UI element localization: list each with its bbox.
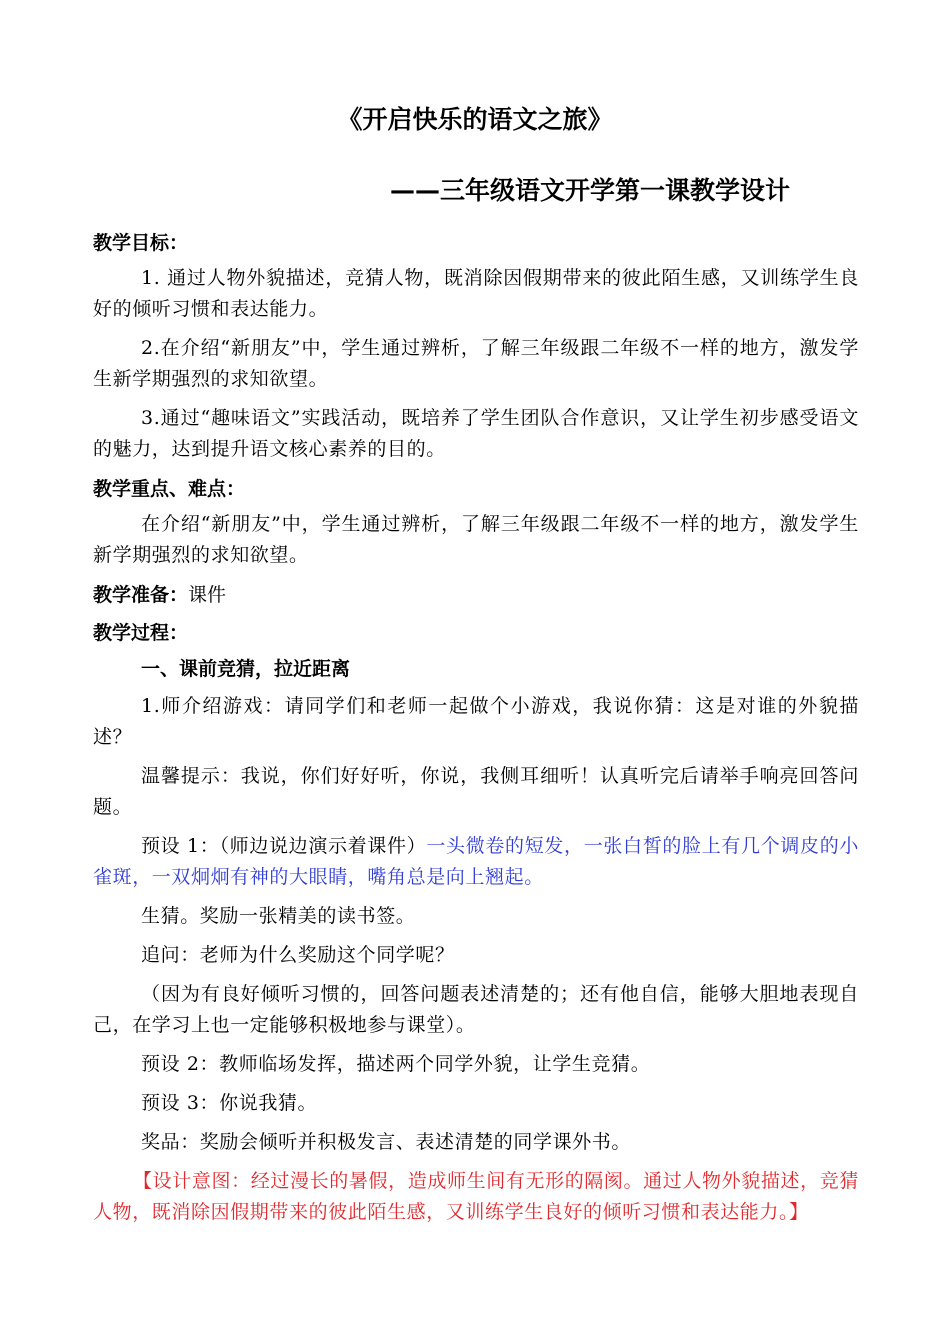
- prep-heading: 教学准备：: [93, 584, 189, 606]
- section1-paragraph: 1.师介绍游戏：请同学们和老师一起做个小游戏，我说你猜：这是对谁的外貌描述？: [93, 695, 859, 748]
- preset1-paragraph: [93, 831, 859, 893]
- section1-heading: 一、课前竞猜，拉近距离: [141, 658, 351, 680]
- keypoints-heading: 教学重点、难点：: [93, 478, 246, 500]
- objective-item: 1. 通过人物外貌描述，竞猜人物，既消除因假期带来的彼此陌生感，又训练学生良好的倾听习惯和表达能力。: [93, 267, 859, 320]
- document-title: 《开启快乐的语文之旅》: [337, 105, 613, 134]
- section1-paragraph: 生猜。奖励一张精美的读书签。: [141, 905, 416, 927]
- section1-paragraph: 奖品：奖励会倾听并积极发言、表述清楚的同学课外书。: [141, 1131, 632, 1153]
- preset1-prefix: 预设 1：（师边说边演示着课件）: [141, 835, 427, 857]
- objective-item: 3.通过“趣味语文”实践活动，既培养了学生团队合作意识，又让学生初步感受语文的魅力，达到提升语文核心素养的目的。: [93, 407, 859, 460]
- objective-item: 2.在介绍“新朋友”中，学生通过辨析，了解三年级跟二年级不一样的地方，激发学生新学期强烈的求知欲望。: [93, 337, 859, 390]
- objectives-heading: 教学目标：: [93, 232, 189, 254]
- prep-value: 课件: [188, 584, 227, 606]
- process-heading: 教学过程：: [93, 622, 189, 644]
- section1-paragraph: 预设 3：你说我猜。: [141, 1092, 318, 1114]
- section1-paragraph: （因为有良好倾听习惯的，回答问题表述清楚的；还有他自信，能够大胆地表现自己，在学习上也一定能够积极地参与课堂）。: [93, 983, 859, 1036]
- prep-line: [93, 579, 859, 611]
- keypoints-text: 在介绍“新朋友”中，学生通过辨析，了解三年级跟二年级不一样的地方，激发学生新学期强烈的求知欲望。: [93, 513, 859, 566]
- section1-paragraph: 追问：老师为什么奖励这个同学呢？: [141, 944, 455, 966]
- preset1-description: 一头微卷的短发，一张白皙的脸上有几个调皮的小雀斑，一双炯炯有神的大眼睛，嘴角总是向上翘起。: [93, 835, 859, 888]
- document-body: [93, 221, 859, 1236]
- design-intent-note: 【设计意图：经过漫长的暑假，造成师生间有无形的隔阂。通过人物外貌描述，竞猜人物，既消除因假期带来的彼此陌生感，又训练学生良好的倾听习惯和表达能力。】: [93, 1170, 859, 1223]
- document-subtitle: ——三年级语文开学第一课教学设计: [390, 176, 791, 205]
- section1-paragraph: 预设 2：教师临场发挥，描述两个同学外貌，让学生竞猜。: [141, 1053, 651, 1075]
- section1-paragraph: 温馨提示：我说，你们好好听，你说，我侧耳细听！认真听完后请举手响亮回答问题。: [93, 765, 859, 818]
